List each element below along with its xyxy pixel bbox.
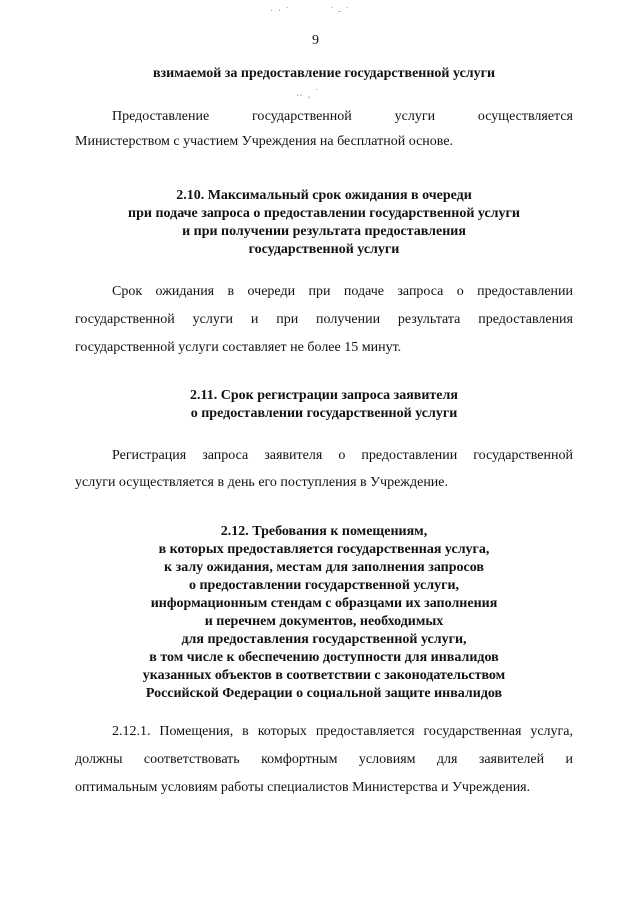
paragraph-line: услуги осуществляется в день его поступления в Учреждение. (75, 475, 449, 490)
page-number: 9 (312, 33, 319, 48)
heading-line: 2.11. Срок регистрации запроса заявителя (190, 388, 458, 403)
scan-artifact: ˙ ‑ ˙ (330, 6, 350, 17)
paragraph-2-11-registration (75, 442, 573, 496)
paragraph-line: Предоставление государственной услуги осуществляется (112, 109, 573, 124)
paragraph-line: государственной услуги и при получении результата предоставления (75, 312, 573, 327)
paragraph-line: Регистрация запроса заявителя о предоставлении государственной (112, 448, 573, 463)
scan-artifact: · ‧ ˙ (270, 6, 290, 17)
paragraph-line: оптимальным условиям работы специалистов Министерства и Учреждения. (75, 780, 531, 795)
section-heading-2-12 (75, 523, 573, 703)
heading-line: информационным стендам с образцами их заполнения (150, 596, 498, 611)
heading-line: взимаемой за предоставление государственной услуги (152, 66, 496, 81)
heading-line: о предоставлении государственной услуги (190, 406, 458, 421)
paragraph-line: должны соответствовать комфортным условиям для заявителей и (75, 752, 573, 767)
heading-line: государственной услуги (248, 242, 400, 257)
heading-line: Российской Федерации о социальной защите инвалидов (145, 686, 503, 701)
heading-line: 2.12. Требования к помещениям, (220, 524, 428, 539)
paragraph-line: Срок ожидания в очереди при подаче запроса о предоставлении (112, 284, 573, 299)
paragraph-2-12-1-premises (75, 718, 573, 802)
heading-line: о предоставлении государственной услуги, (188, 578, 460, 593)
heading-line: в которых предоставляется государственная услуга, (158, 542, 490, 557)
heading-line: указанных объектов в соответствии с законодательством (142, 668, 506, 683)
heading-line: и перечнем документов, необходимых (204, 614, 444, 629)
scan-artifact: ‥ ¸ ˙ (296, 88, 320, 99)
paragraph-2-10-queue-time (75, 278, 573, 362)
heading-line: для предоставления государственной услуги, (181, 632, 467, 647)
heading-line: к залу ожидания, местам для заполнения запросов (164, 560, 484, 575)
paragraph-line: государственной услуги составляет не более 15 минут. (75, 340, 402, 355)
section-heading-2-10 (75, 187, 573, 259)
paragraph-line: Министерством с участием Учреждения на бесплатной основе. (75, 134, 454, 149)
paragraph-line: 2.12.1. Помещения, в которых предоставляется государственная услуга, (112, 724, 573, 739)
paragraph-2-9-free-of-charge (75, 104, 573, 154)
heading-line: в том числе к обеспечению доступности для инвалидов (149, 650, 499, 665)
heading-line: при подаче запроса о предоставлении государственной услуги (128, 206, 520, 221)
section-heading-2-9-tail (75, 65, 573, 83)
section-heading-2-11 (75, 387, 573, 423)
heading-line: 2.10. Максимальный срок ожидания в очереди (176, 188, 472, 203)
heading-line: и при получении результата предоставления (182, 224, 466, 239)
